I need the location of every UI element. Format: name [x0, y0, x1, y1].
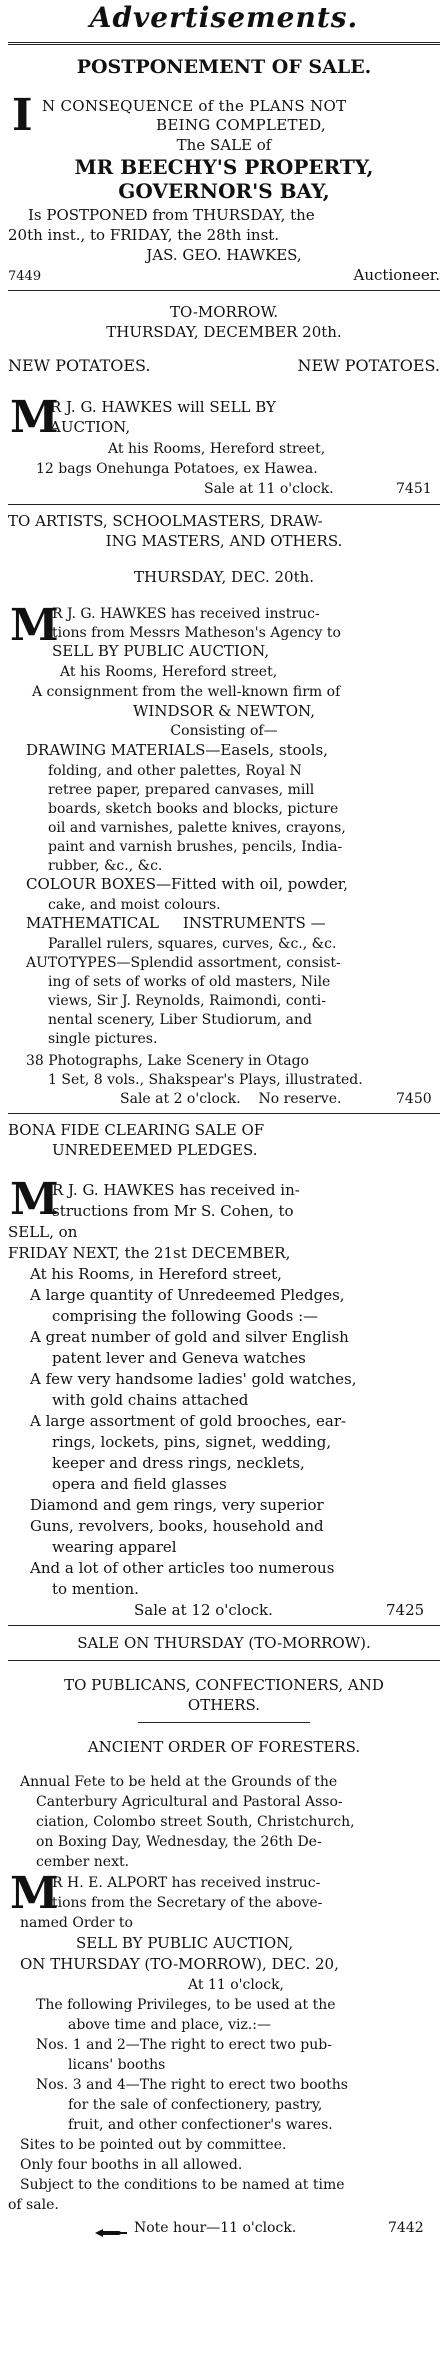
ad4-line: keeper and dress rings, necklets,	[52, 1454, 305, 1472]
ad5-line: SELL BY PUBLIC AUCTION,	[76, 1934, 294, 1952]
ad1-line: Is POSTPONED from THURSDAY, the	[28, 206, 315, 224]
ad1-place: GOVERNOR'S BAY,	[118, 179, 330, 203]
ad2-line: Sale at 11 o'clock.	[204, 481, 334, 497]
ad3-date: THURSDAY, DEC. 20th.	[133, 568, 315, 586]
ad3-line: paint and varnish brushes, pencils, India-	[48, 839, 343, 855]
ad4-line: A large quantity of Unredeemed Pledges,	[30, 1286, 345, 1304]
ad3-line: rubber, &c., &c.	[48, 858, 163, 874]
ad5-line: Sites to be pointed out by committee.	[20, 2137, 287, 2153]
ad1-auctioneer-name: JAS. GEO. HAWKES,	[146, 246, 302, 264]
drop-cap: M	[10, 1174, 59, 1225]
ad3-line: cake, and moist colours.	[48, 897, 221, 913]
ad5-line: tions from the Secretary of the above-	[52, 1895, 323, 1911]
ad5-title: TO PUBLICANS, CONFECTIONERS, AND	[64, 1676, 384, 1694]
ad2-line: 12 bags Onehunga Potatoes, ex Hawea.	[36, 461, 318, 477]
ad4-line: And a lot of other articles too numerous	[30, 1559, 335, 1577]
ad4-title: BONA FIDE CLEARING SALE OF	[8, 1121, 265, 1139]
divider	[8, 42, 440, 47]
ad4-line: comprising the following Goods :—	[52, 1307, 319, 1325]
ad4-line: Sale at 12 o'clock.	[134, 1601, 273, 1619]
ad2-heading-right: NEW POTATOES.	[297, 356, 440, 375]
ad3-line: 1 Set, 8 vols., Shakspear's Plays, illustrated.	[48, 1072, 363, 1088]
ad3-line: SELL BY PUBLIC AUCTION,	[52, 642, 270, 660]
divider	[8, 1113, 440, 1114]
ad5-line: Nos. 3 and 4—The right to erect two booths	[36, 2077, 348, 2093]
ad5-line: for the sale of confectionery, pastry,	[68, 2097, 323, 2113]
ad4-line: Guns, revolvers, books, household and	[30, 1517, 324, 1535]
ad5-line: Only four booths in all allowed.	[20, 2157, 243, 2173]
ad3-line: boards, sketch books and blocks, picture	[48, 801, 339, 817]
ad5-line: The following Privileges, to be used at the	[36, 1997, 336, 2013]
ad2-heading-left: NEW POTATOES.	[8, 356, 151, 375]
ad2-date: THURSDAY, DECEMBER 20th.	[106, 323, 342, 341]
ad4-line: A great number of gold and silver English	[30, 1328, 349, 1346]
ad4-line: R J. G. HAWKES has received in-	[52, 1181, 300, 1199]
ad2-line: AUCTION,	[50, 418, 131, 436]
ad5-line: of sale.	[8, 2197, 59, 2213]
ad4-line: At his Rooms, in Hereford street,	[30, 1265, 282, 1283]
ad3-line: Sale at 2 o'clock. No reserve.	[120, 1091, 342, 1107]
ad5-line: ON THURSDAY (TO-MORROW), DEC. 20,	[20, 1955, 339, 1973]
ad3-line: nental scenery, Liber Studiorum, and	[48, 1012, 312, 1028]
ad5-order-title: ANCIENT ORDER OF FORESTERS.	[87, 1738, 361, 1756]
ad3-line: single pictures.	[48, 1031, 158, 1047]
ad4-line: wearing apparel	[52, 1538, 177, 1556]
ad3-line: COLOUR BOXES—Fitted with oil, powder,	[26, 875, 348, 893]
ad5-line: licans' booths	[68, 2057, 166, 2073]
ad1-title: POSTPONEMENT OF SALE.	[76, 56, 372, 78]
ad5-line: Annual Fete to be held at the Grounds of the	[20, 1774, 338, 1790]
ad-number: 7425	[386, 1601, 425, 1619]
ad-number: 7449	[8, 269, 42, 284]
ad3-line: 38 Photographs, Lake Scenery in Otago	[26, 1053, 309, 1069]
divider	[8, 504, 440, 505]
ad5-line: named Order to	[20, 1915, 133, 1931]
ad4-line: structions from Mr S. Cohen, to	[52, 1202, 294, 1220]
drop-cap: M	[10, 392, 59, 443]
ad5-line: on Boxing Day, Wednesday, the 26th De-	[36, 1834, 322, 1850]
ad1-line: BEING COMPLETED,	[156, 116, 326, 134]
ad3-line: ing of sets of works of old masters, Nile	[48, 974, 331, 990]
ad4-line: to mention.	[52, 1580, 139, 1598]
ad3-line: tions from Messrs Matheson's Agency to	[52, 625, 341, 641]
ad3-line: AUTOTYPES—Splendid assortment, consist-	[26, 955, 341, 971]
ad3-line: retree paper, prepared canvases, mill	[48, 782, 315, 798]
ad4-date: FRIDAY NEXT, the 21st DECEMBER,	[8, 1244, 291, 1262]
ad4-line: patent lever and Geneva watches	[52, 1349, 306, 1367]
ad4-line: opera and field glasses	[52, 1475, 227, 1493]
drop-cap: M	[10, 1868, 59, 1919]
ad3-firm: WINDSOR & NEWTON,	[133, 702, 315, 720]
ad3-line: R J. G. HAWKES has received instruc-	[52, 606, 320, 622]
ad3-line: folding, and other palettes, Royal N	[48, 763, 302, 779]
ad5-title: SALE ON THURSDAY (TO-MORROW).	[77, 1634, 371, 1652]
ad3-line: MATHEMATICAL INSTRUMENTS —	[26, 914, 326, 932]
ad3-line: At his Rooms, Hereford street,	[60, 664, 278, 680]
divider	[8, 290, 440, 291]
ad5-line: At 11 o'clock,	[188, 1977, 285, 1993]
ad-number: 7451	[396, 481, 432, 497]
ad5-note: Note hour—11 o'clock.	[134, 2220, 297, 2236]
ad5-line: cember next.	[36, 1854, 130, 1870]
ad4-line: A large assortment of gold brooches, ear-	[30, 1412, 347, 1430]
ad3-title: TO ARTISTS, SCHOOLMASTERS, DRAW-	[8, 512, 323, 530]
divider	[8, 1625, 440, 1626]
divider	[138, 1722, 310, 1723]
ad1-line: N CONSEQUENCE of the PLANS NOT	[42, 97, 347, 115]
divider	[8, 1660, 440, 1661]
ad5-line: above time and place, viz.:—	[68, 2017, 272, 2033]
ad4-line: SELL, on	[8, 1223, 78, 1241]
ad2-line: At his Rooms, Hereford street,	[108, 441, 326, 457]
drop-cap: M	[10, 600, 59, 651]
ad5-line: R H. E. ALPORT has received instruc-	[52, 1875, 321, 1891]
ad4-line: Diamond and gem rings, very superior	[30, 1496, 324, 1514]
ad5-line: ciation, Colombo street South, Christchurch,	[36, 1814, 355, 1830]
masthead: Advertisements.	[89, 1, 359, 34]
ad5-line: Subject to the conditions to be named at time	[20, 2177, 345, 2193]
ad3-line: Consisting of—	[170, 723, 278, 739]
ad5-line: Nos. 1 and 2—The right to erect two pub-	[36, 2037, 332, 2053]
ad-number: 7442	[388, 2220, 424, 2236]
ad1-line: The SALE of	[176, 136, 272, 154]
ad3-title: ING MASTERS, AND OTHERS.	[105, 532, 343, 550]
ad5-title: OTHERS.	[187, 1696, 261, 1714]
ad-number: 7450	[396, 1091, 432, 1107]
ad1-property: MR BEECHY'S PROPERTY,	[74, 155, 374, 179]
ad4-line: rings, lockets, pins, signet, wedding,	[52, 1433, 332, 1451]
ad3-line: oil and varnishes, palette knives, crayons,	[48, 820, 346, 836]
ad1-line: 20th inst., to FRIDAY, the 28th inst.	[8, 226, 280, 244]
ad4-line: with gold chains attached	[52, 1391, 249, 1409]
ad3-line: views, Sir J. Reynolds, Raimondi, conti-	[48, 993, 326, 1009]
ad3-line: DRAWING MATERIALS—Easels, stools,	[26, 741, 328, 759]
ad4-title: UNREDEEMED PLEDGES.	[52, 1141, 258, 1159]
ad5-line: fruit, and other confectioner's wares.	[68, 2117, 333, 2133]
ad2-line: R J. G. HAWKES will SELL BY	[50, 398, 276, 416]
ad2-line: TO-MORROW.	[169, 303, 279, 321]
drop-cap: I	[12, 90, 33, 141]
ad3-line: Parallel rulers, squares, curves, &c., &c.	[48, 936, 337, 952]
pointing-hand-icon	[94, 2222, 128, 2241]
ad5-line: Canterbury Agricultural and Pastoral Asso-	[36, 1794, 343, 1810]
ad4-line: A few very handsome ladies' gold watches,	[30, 1370, 357, 1388]
ad3-line: A consignment from the well-known firm of	[32, 684, 341, 700]
ad1-role: Auctioneer.	[353, 266, 440, 284]
